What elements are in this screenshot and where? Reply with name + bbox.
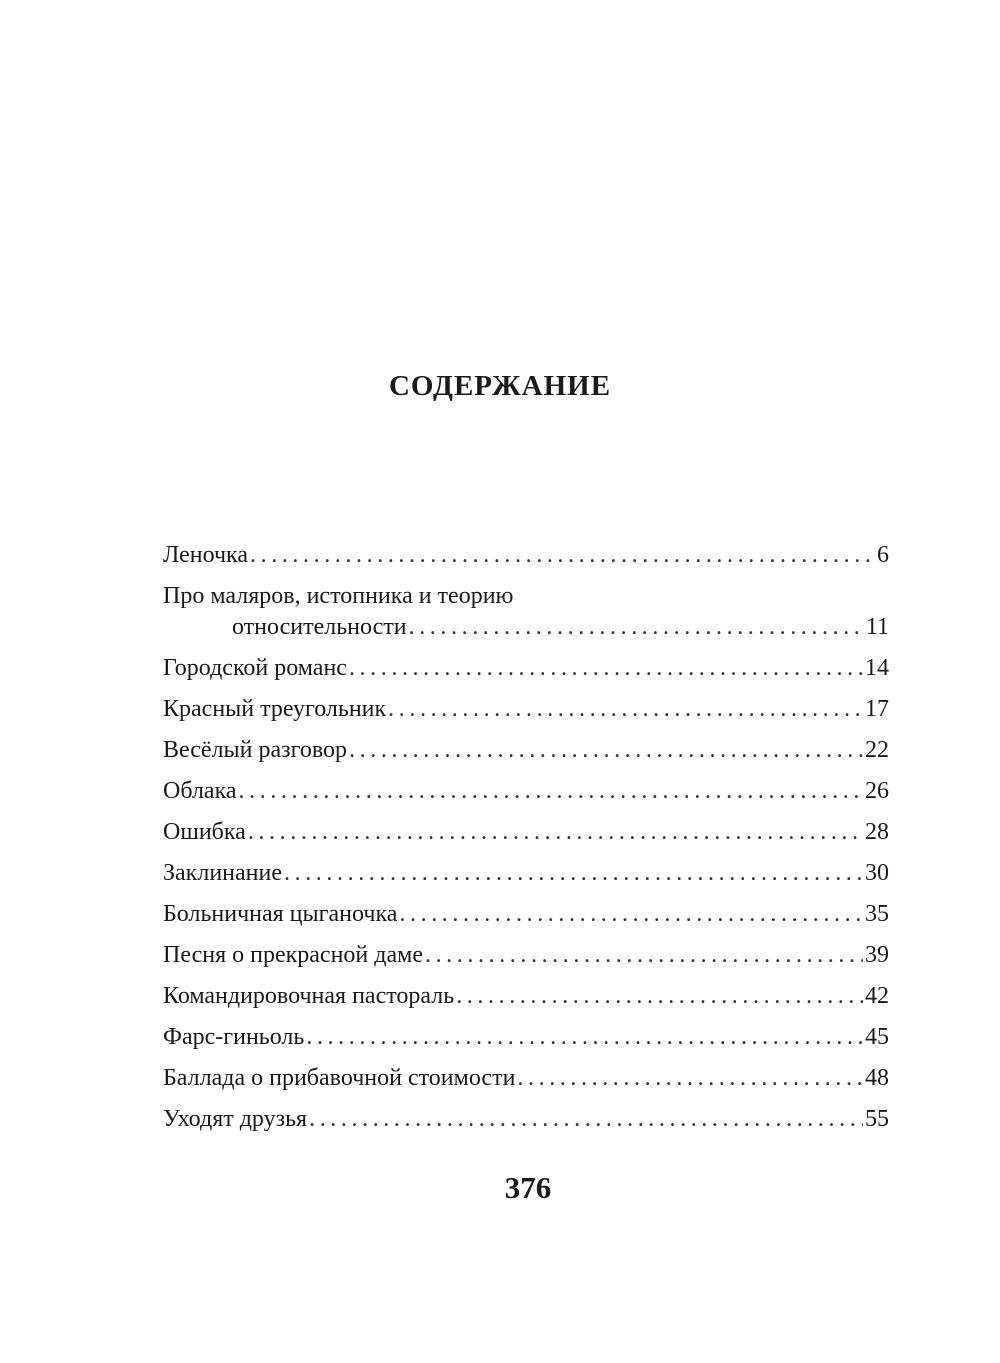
toc-entry[interactable] [163,981,889,1022]
toc-entry[interactable] [163,694,889,735]
toc-entry-page: 11 [865,614,889,640]
dot-leader [425,940,863,970]
dot-leader [388,694,863,724]
toc-entry-title: Уходят друзья [163,1106,308,1132]
dot-leader [399,899,863,929]
toc-entry-title: относительности [232,614,407,640]
dot-leader [409,612,864,642]
toc-entry[interactable] [163,735,889,776]
toc-entry-title: Городской романс [163,655,347,681]
toc-entry-page: 39 [865,942,889,968]
toc-entry-title: Весёлый разговор [163,737,348,763]
dot-leader [349,735,863,765]
toc-entry[interactable] [163,1104,889,1145]
toc-entry-title: Ошибка [163,819,246,845]
dot-leader [284,858,863,888]
dot-leader [250,540,875,570]
toc-entry-title: Леночка [163,542,249,568]
toc-entry-page: 42 [865,983,889,1009]
toc-entry-page: 22 [865,737,889,763]
toc-entry-page: 17 [865,696,889,722]
toc-entry[interactable] [163,858,889,899]
page-title: СОДЕРЖАНИЕ [388,370,612,402]
toc-entry-page: 28 [865,819,889,845]
dot-leader [248,817,863,847]
toc-entry-page: 48 [865,1065,889,1091]
dot-leader [309,1104,863,1134]
toc-entry-page: 14 [865,655,889,681]
toc-entry[interactable] [163,653,889,694]
toc-entry-page: 55 [865,1106,889,1132]
toc-entry-page: 26 [865,778,889,804]
toc-entry-page: 30 [865,860,889,886]
toc-entry[interactable] [163,940,889,981]
toc-entry[interactable] [163,1022,889,1063]
page-number: 376 [504,1170,552,1205]
table-of-contents [163,540,889,1145]
toc-entry-title: Больничная цыганочка [163,901,398,927]
dot-leader [456,981,863,1011]
dot-leader [239,776,863,806]
toc-entry-page: 45 [865,1024,889,1050]
toc-entry-title: Фарс-гиньоль [163,1024,305,1050]
dot-leader [349,653,863,683]
toc-entry-page: 6 [877,542,889,568]
toc-entry-title: Баллада о прибавочной стоимости [163,1065,516,1091]
toc-entry-title: Песня о прекрасной даме [163,942,423,968]
toc-entry[interactable] [163,1063,889,1104]
toc-entry[interactable] [163,899,889,940]
toc-entry[interactable] [163,817,889,858]
toc-entry-title-line1: Про маляров, истопника и теорию [163,583,514,609]
toc-entry-page: 35 [865,901,889,927]
toc-entry-title: Облака [163,778,237,804]
toc-entry-title: Заклинание [163,860,282,886]
dot-leader [517,1063,863,1093]
toc-entry-title: Красный треугольник [163,696,387,722]
toc-entry-title: Командировочная пастораль [163,983,455,1009]
dot-leader [306,1022,863,1052]
toc-entry[interactable] [163,581,889,653]
toc-entry[interactable] [163,776,889,817]
toc-entry[interactable] [163,540,889,581]
